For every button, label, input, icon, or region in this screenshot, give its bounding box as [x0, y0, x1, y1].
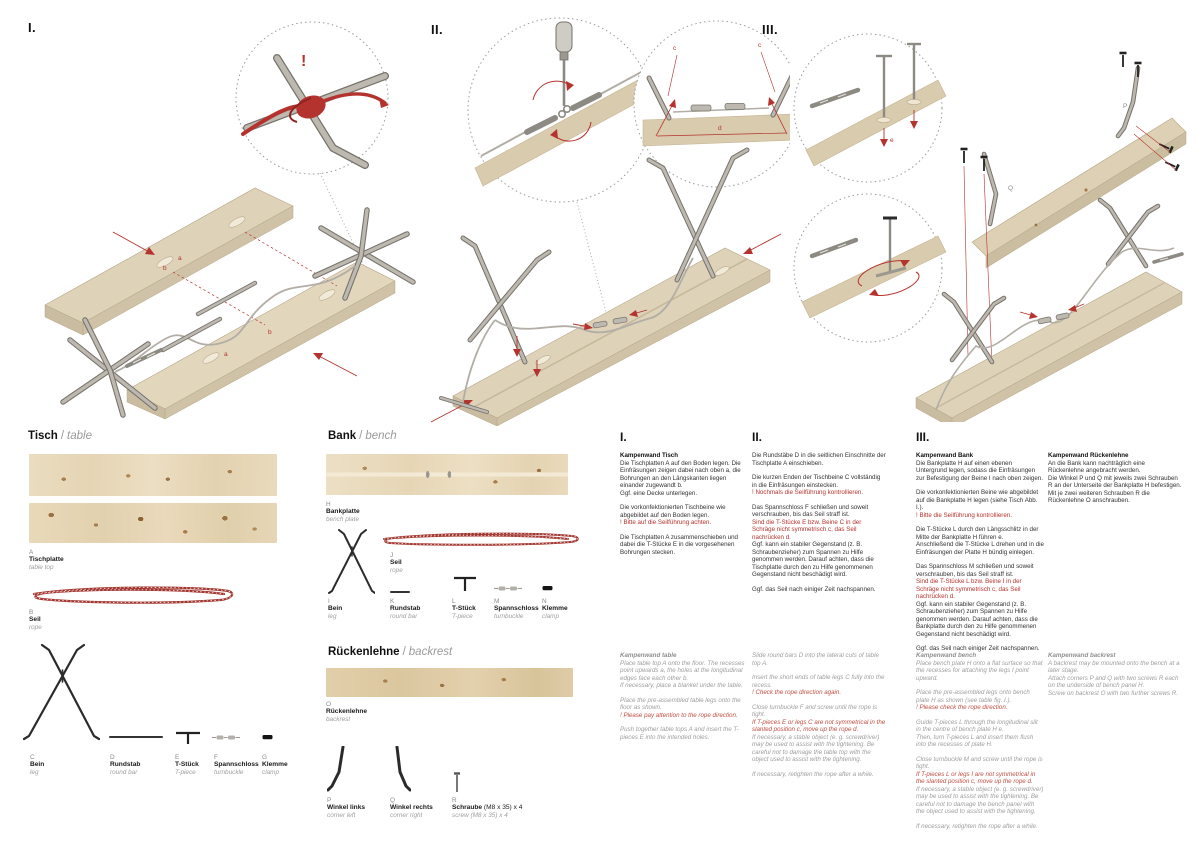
push-arrow-top-right — [743, 234, 781, 254]
heading-separator: / — [402, 646, 406, 658]
instruction-paragraph: Guide T-pieces L through the longitudinal slit in the centre of bench plate H e. — [916, 718, 1038, 733]
part-label-m — [494, 598, 539, 620]
part-label-a — [29, 549, 64, 571]
instruction-paragraph: ! Please pay attention to the rope direction. — [620, 711, 738, 719]
rope-end-turnbuckle — [1154, 254, 1182, 262]
instruction-paragraph: Die Bankplatte H auf einen ebenen Untergrund legen, sodass die Einfräsungen zur Befestigung der Beine I nach oben zeigen. — [916, 459, 1043, 482]
part-name-en — [452, 812, 522, 819]
bench-leg-right — [1100, 200, 1158, 266]
parts-heading-bench-de: Bank — [328, 430, 357, 442]
part-name-en: turnbuckle — [214, 768, 244, 776]
instruction-paragraph: ! Bitte auf die Seilführung achten. — [620, 519, 712, 526]
part-label-p — [327, 797, 365, 819]
instructions-4-german — [1048, 452, 1182, 505]
instruction-paragraph: Slide round bars D into the lateral cuts of table top A. — [752, 652, 879, 667]
bench-plate-image — [326, 454, 568, 495]
rope-detail-circle — [236, 22, 389, 174]
instruction-paragraph: Place table top A onto the floor. The recesses point upwards a, the holes at the longitudinal edges face each other b. — [620, 659, 745, 682]
instruction-paragraph: Ggf. das Seil nach einiger Zeit nachspannen. — [752, 585, 876, 593]
instruction-paragraph: ! Please check the rope direction. — [916, 704, 1008, 711]
bench-plank — [916, 272, 1182, 422]
diagram-step-2 — [425, 8, 790, 426]
marker-a-2: a — [224, 351, 228, 358]
part-label-k — [390, 598, 420, 620]
instruction-paragraph: Close turnbuckle M and screw until the rope is tight. — [916, 755, 1043, 770]
part-name-de: Klemme — [262, 761, 288, 769]
round-bar-icon — [108, 732, 164, 742]
instruction-column-1 — [620, 430, 746, 741]
instructions-2-german — [752, 452, 886, 593]
part-id: B — [29, 609, 34, 616]
part-name-de-main: Schraube — [452, 804, 483, 812]
part-name-en: corner left — [327, 811, 356, 819]
instruction-paragraph: Das Spannschloss M schließen und soweit verschrauben, bis das Seil straff ist. — [916, 563, 1034, 578]
instruction-paragraph: If necessary, retighten the rope after a while. — [916, 822, 1038, 830]
instruction-paragraph: Push together table tops A and insert the T-pieces E into the intended holes. — [620, 726, 739, 741]
part-name-en: rope — [390, 566, 403, 574]
leg-x-image-bench — [328, 528, 375, 596]
instruction-paragraph: Place the pre-assembled table legs onto the floor as shown. — [620, 696, 741, 711]
part-name-en: leg — [30, 768, 39, 776]
instruction-paragraph: Das Spannschloss F schließen und soweit verschrauben, bis das Seil straff ist. — [752, 503, 869, 518]
instruction-paragraph: Screw on backrest O with two further screws R. — [1048, 689, 1178, 697]
part-name-de: Spannschloss — [214, 761, 259, 769]
part-name-de: Seil — [390, 559, 402, 567]
t-piece-icon — [452, 575, 478, 593]
leg-x-image-table — [23, 641, 100, 742]
part-name-de: T-Stück — [452, 605, 476, 613]
part-label-o — [326, 701, 367, 723]
instruction-paragraph: If necessary, retighten the rope after a while. — [752, 770, 874, 778]
turnbuckle-icon — [494, 584, 522, 593]
instruction-paragraph: Sind die T-Stücke L bzw. Beine I in der Schräge nicht symmetrisch c, das Seil nachrücken d. — [916, 578, 1022, 600]
part-id: C — [30, 754, 35, 761]
detail-leader-line — [577, 202, 607, 316]
part-name-en: turnbuckle — [494, 612, 524, 620]
standing-legs-left — [463, 238, 549, 362]
part-name-de: Bein — [30, 761, 45, 769]
part-name-de: Rundstab — [110, 761, 141, 769]
part-name-en: table top — [29, 563, 54, 571]
exclamation-marker: ! — [301, 53, 307, 70]
part-id: F — [214, 754, 218, 761]
part-label-n — [542, 598, 568, 620]
round-bar-icon — [390, 588, 410, 596]
bracket-q-label: Q — [1008, 185, 1014, 192]
part-label-e — [175, 754, 199, 776]
instruction-paragraph: Kampenwand backrest — [1048, 652, 1116, 659]
part-id: N — [542, 598, 547, 605]
instruction-paragraph: Kampenwand Tisch — [620, 452, 678, 459]
instruction-paragraph: Close turnbuckle F and screw until the rope is tight. — [752, 703, 878, 718]
parts-heading-backrest-en: backrest — [408, 646, 453, 658]
part-label-g — [262, 754, 288, 776]
part-label-l — [452, 598, 476, 620]
backrest-plank — [972, 118, 1186, 268]
part-name-de: Seil — [29, 616, 41, 624]
parts-heading-backrest — [328, 646, 452, 658]
part-name-en: round bar — [390, 612, 418, 620]
part-label-b — [29, 609, 42, 631]
instructions-4-english — [1048, 652, 1182, 697]
part-name-en: bench plate — [326, 515, 360, 523]
part-id: J — [390, 552, 394, 559]
instruction-paragraph: ! Check the rope direction again. — [752, 689, 842, 696]
instruction-paragraph: Kampenwand bench — [916, 652, 977, 659]
clamp-icon — [262, 734, 274, 741]
instruction-paragraph: Die Tischplatten A zusammenschieben und dabei die T-Stücke E in die vorgesehenen Bohrungen stecken. — [620, 533, 738, 556]
table-top-image-1 — [29, 454, 277, 496]
corner-bracket-p — [1118, 68, 1138, 136]
instruction-paragraph: If T-pieces L or legs I are not symmetrical in the slanted position c, move up the rope d. — [916, 770, 1036, 785]
instruction-paragraph: Ggf. das Seil nach einiger Zeit nachspannen. — [916, 645, 1040, 652]
part-label-c — [30, 754, 44, 776]
part-name-en: corner right — [390, 811, 423, 819]
instructions-2-english — [752, 652, 886, 778]
instruction-paragraph: Die vorkonfektionierten Beine wie abgebildet auf die Bankplatte H legen (siehe Tisch Abb. I.). — [916, 489, 1039, 511]
part-id: A — [29, 549, 34, 556]
instruction-paragraph: Die Rundstäbe D in die seitlichen Einschnitte der Tischplatte A einschieben. — [752, 452, 886, 467]
instructions-1-english — [620, 652, 746, 741]
parts-heading-bench-en: bench — [365, 430, 397, 442]
instruction-paragraph: Die Winkel P und Q mit jeweils zwei Schrauben R an der Unterseite der Bankplatte H befestigen. — [1048, 474, 1182, 489]
parts-heading-backrest-de: Rückenlehne — [328, 646, 400, 658]
part-name-de: Spannschloss — [494, 605, 539, 613]
instruction-paragraph: Mit je zwei weiteren Schrauben R die Rückenlehne O anschrauben. — [1048, 489, 1150, 504]
instruction-column-3 — [916, 430, 1044, 830]
turnbuckle-detail-circle — [468, 18, 657, 202]
parts-heading-table-de: Tisch — [28, 430, 58, 442]
part-label-f — [214, 754, 259, 776]
instruction-paragraph: Die kurzen Enden der Tischbeine C vollständig in die Einfräsungen einstecken. — [752, 474, 881, 489]
diagram-step-1 — [15, 10, 425, 420]
tpiece-rotate-detail-circle — [794, 194, 946, 342]
part-name-de: Bankplatte — [326, 508, 360, 516]
part-name-de: Klemme — [542, 605, 568, 613]
part-id: K — [390, 598, 395, 605]
instruction-paragraph: If necessary, a stable object (e. g. screwdriver) may be used to assist with the tightening. Be careful not to damage the table top with the object used to assist with the tightening. — [752, 733, 880, 763]
marker-b-1: b — [163, 265, 167, 272]
bench-leg-left — [944, 294, 1004, 362]
instructions-3-german — [916, 452, 1044, 653]
instruction-paragraph: Anschließend die T-Stücke L drehen und in die Einfräsungen der Platte H bündig einlegen. — [916, 541, 1044, 556]
part-name-de: Rundstab — [390, 605, 421, 613]
instruction-paragraph: Die vorkonfektionierten Tischbeine wie abgebildet auf den Boden legen. — [620, 504, 726, 519]
part-id: G — [262, 754, 267, 761]
heading-separator: / — [60, 430, 65, 442]
rope-image-table — [28, 580, 238, 607]
instruction-paragraph: If necessary, place a blanket under the table. — [620, 682, 743, 689]
bracket-p-label: P — [1123, 103, 1128, 110]
part-name-de: Bein — [328, 605, 343, 613]
diagram-step-3 — [786, 10, 1190, 422]
diagram-section-label-1: I. — [28, 20, 37, 35]
parts-heading-table — [28, 430, 92, 442]
part-id: Q — [390, 797, 395, 804]
push-arrow-lower — [313, 353, 357, 376]
part-label-h — [326, 501, 360, 523]
part-name-en: T-piece — [452, 612, 473, 620]
instruction-paragraph: Ggf. eine Decke unterlegen. — [620, 489, 698, 497]
part-id: M — [494, 598, 500, 605]
instruction-paragraph: If T-pieces E or legs C are not symmetrical in the slanted position c, move up the rope d. — [752, 718, 886, 733]
instruction-paragraph: Ggf. kann ein stabiler Gegenstand (z. B. Schraubenzieher) zum Spannen zu Hilfe genommen werden. Darauf achten, dass die Bankplatte durch den zu Hilfe genommenen Gegenstand nicht beschädigt wird. — [916, 600, 1038, 638]
instruction-paragraph: A backrest may be mounted onto the bench at a later stage. — [1048, 659, 1180, 674]
part-id: P — [327, 797, 332, 804]
part-label-j — [390, 552, 403, 574]
part-name-en: round bar — [110, 768, 138, 776]
marker-e: e — [890, 137, 894, 144]
instruction-paragraph: Attach corners P and Q with two screws R each on the underside of bench panel H. — [1048, 674, 1179, 689]
instruction-paragraph: ! Nochmals die Seilführung kontrollieren. — [752, 489, 864, 496]
instruction-paragraph: Place the pre-assembled legs onto bench plate H as shown (see table fig. I.). — [916, 689, 1030, 704]
part-name-en: T-piece — [175, 768, 196, 776]
instruction-paragraph: Then, turn T-pieces L and insert them flush into the recesses of plate H. — [916, 733, 1034, 748]
push-arrow-upper — [113, 232, 155, 255]
instruction-paragraph: An die Bank kann nachträglich eine Rückenlehne angebracht werden. — [1048, 459, 1146, 474]
instruction-step-number-2: II. — [752, 430, 763, 444]
diagram-section-label-3: III. — [762, 22, 779, 37]
corner-left-icon — [327, 746, 349, 794]
diagram-section-label-2: II. — [431, 22, 444, 37]
backrest-image — [326, 668, 573, 697]
part-id: D — [110, 754, 115, 761]
part-name-en-main: screw — [452, 811, 469, 819]
part-label-r — [452, 797, 522, 819]
part-id: R — [452, 797, 457, 804]
instruction-paragraph: ! Bitte die Seilführung kontrollieren. — [916, 511, 1012, 519]
instructions-1-german — [620, 452, 746, 556]
part-name-de — [452, 804, 522, 811]
part-name-en: leg — [328, 612, 337, 620]
marker-b-2: b — [268, 329, 272, 336]
heading-separator: / — [359, 430, 363, 442]
part-id: L — [452, 598, 456, 605]
part-name-en: clamp — [262, 768, 280, 776]
instructions-3-english — [916, 652, 1044, 830]
instruction-step-number-3: III. — [916, 430, 930, 444]
table-top-image-2 — [29, 503, 277, 543]
instruction-paragraph: Ggf. kann ein stabiler Gegenstand (z. B. Schraubenzieher) zum Spannen zu Hilfe genommen werden. Darauf achten, dass die Tischplatte durch den zu Hilfe genommenen Gegenstand nicht beschädigt wird. — [752, 541, 874, 578]
clamp-icon — [542, 585, 554, 592]
instruction-paragraph: Place bench plate H onto a flat surface so that the recesses for attaching the legs I point upward. — [916, 659, 1043, 682]
part-name-de-suffix: (M8 x 35) x 4 — [482, 804, 523, 812]
instruction-column-2 — [752, 430, 886, 778]
part-name-de: Rückenlehne — [326, 708, 368, 716]
part-id: I — [328, 598, 330, 605]
part-name-de: Winkel links — [327, 804, 366, 812]
part-name-de: Winkel rechts — [390, 804, 433, 812]
part-name-de: T-Stück — [175, 761, 199, 769]
marker-c-2: c — [758, 42, 762, 49]
part-name-en: rope — [29, 623, 42, 631]
instruction-paragraph: Sind die T-Stücke E bzw. Beine C in der Schräge nicht symmetrisch c, das Seil nachrücken d. — [752, 518, 862, 541]
instruction-paragraph: If necessary, a stable object (e. g. screwdriver) may be used to assist with the tightening. Be careful not to damage the bench panel with the object used to assist with the tightening. — [916, 785, 1044, 815]
corner-right-icon — [389, 746, 411, 794]
part-label-i — [328, 598, 342, 620]
part-name-de: Tischplatte — [29, 556, 64, 564]
turnbuckle-icon — [212, 733, 240, 742]
instruction-paragraph: Kampenwand Bank — [916, 452, 974, 459]
instruction-paragraph: Die Tischplatten A auf den Boden legen. Die Einfräsungen zeigen dabei nach oben a, die Bohrungen an den Längskanten liegen einander zugewandt b. — [620, 459, 741, 489]
parts-heading-table-en: table — [67, 430, 92, 442]
marker-c-1: c — [673, 45, 677, 52]
part-label-d — [110, 754, 140, 776]
instruction-paragraph: Kampenwand Rückenlehne — [1048, 452, 1129, 459]
turnbuckle-glyph — [1038, 317, 1052, 325]
instruction-step-number-1: I. — [620, 430, 627, 444]
marker-a-1: a — [178, 255, 182, 262]
rope-image-bench — [380, 529, 581, 549]
screw-icon — [452, 772, 462, 794]
t-piece-icon — [174, 730, 202, 746]
part-id: O — [326, 701, 331, 708]
part-label-q — [390, 797, 433, 819]
part-name-en: clamp — [542, 612, 560, 620]
part-id: E — [175, 754, 180, 761]
instruction-paragraph: Kampenwand table — [620, 652, 677, 659]
parts-heading-bench — [328, 430, 397, 442]
part-id: H — [326, 501, 331, 508]
instruction-paragraph: Insert the short ends of table legs C fully into the recess. — [752, 674, 885, 689]
tpiece-insert-detail-circle — [794, 34, 946, 182]
part-name-en: backrest — [326, 715, 351, 723]
marker-d: d — [718, 125, 722, 132]
joined-table-top — [453, 248, 770, 426]
part-name-en-suffix: (M8 x 35) x 4 — [468, 811, 508, 819]
instruction-paragraph: Die T-Stücke L durch den Längsschlitz in der Mitte der Bankplatte H führen e. — [916, 526, 1039, 541]
